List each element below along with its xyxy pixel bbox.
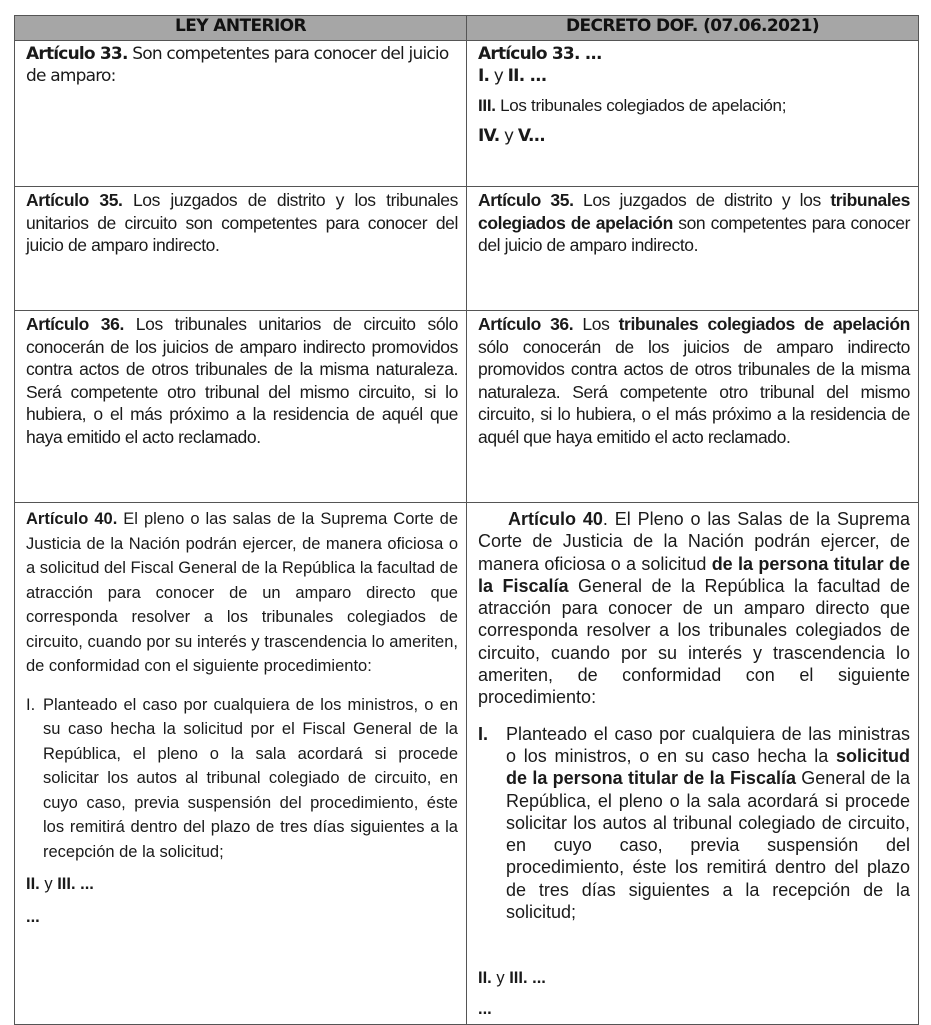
fraction-list [478, 65, 910, 87]
ellipsis [26, 905, 458, 930]
comparison-table [14, 15, 919, 1025]
article-title: Artículo 33. [26, 44, 128, 64]
amended-text: de la persona titular de la Fiscalía [478, 553, 910, 596]
article-text: Son competentes para conocer del juicio de amparo: [26, 44, 449, 86]
table-row-articulo-36 [15, 311, 919, 503]
fraction-num: I. [26, 695, 36, 714]
fraction-num: III. [478, 96, 496, 115]
fraction-text-part: General de la República, el pleno o la sala acordará si procede solicitar los autos al tribunal colegiado de circuito, en cuyo caso, previa suspensión del procedimiento, éste los remitirá dentro del plazo de tres días siguientes a la recepción de la solicitud; [506, 768, 910, 923]
fraction-num: I. [478, 723, 489, 744]
article-text: Los [573, 314, 619, 334]
article-text: sólo conocerán de los juicios de amparo indirecto promovidos contra actos de otros tribunales de la misma naturaleza. Será competente otro tribunal del mismo circuito, si lo hubiera, o el más próximo a la residencia de aquél que haya emitido el acto reclamado. [478, 336, 910, 447]
cell-ley-anterior-36 [15, 311, 467, 503]
table-row-articulo-35 [15, 187, 919, 311]
ellipsis-text: ... [478, 999, 492, 1018]
article-title: Artículo 33. ... [478, 44, 602, 64]
fraction-item [478, 723, 910, 924]
fraction-text-part: Planteado el caso por cualquiera de las ministras o los ministros, o en su caso hecha la [506, 723, 910, 766]
fraction-num: I. [478, 66, 490, 86]
header-row [15, 16, 919, 41]
fraction-text [506, 723, 910, 924]
conjunction: y [499, 126, 518, 146]
paragraph [478, 313, 910, 448]
conjunction: y [39, 875, 58, 893]
fraction-list [478, 967, 910, 989]
article-text: Los juzgados de distrito y los [573, 190, 831, 210]
fraction-num: II. ... [507, 66, 547, 86]
cell-ley-anterior-35 [15, 187, 467, 311]
article-title: Artículo 35. [26, 190, 123, 210]
conjunction: y [489, 66, 508, 86]
amended-text: tribunales colegiados de apelación [618, 314, 910, 334]
paragraph [26, 505, 458, 679]
header-ley-anterior: LEY ANTERIOR [15, 16, 467, 41]
cell-decreto-35 [467, 187, 919, 311]
header-decreto-dof: DECRETO DOF. (07.06.2021) [467, 16, 919, 41]
fraction-text: Los tribunales colegiados de apelación; [495, 96, 787, 115]
paragraph [26, 189, 458, 257]
article-text: Los tribunales unitarios de circuito sólo conocerán de los juicios de amparo indirecto promovidos contra actos de otros tribunales de la misma naturaleza. Será competente otro tribunal del mismo circuito, si lo hubiera, o el más próximo a la residencia de aquél que haya emitido el acto reclamado. [26, 314, 458, 447]
conjunction: y [491, 969, 510, 988]
cell-ley-anterior-33 [15, 41, 467, 187]
amended-text: tribunales colegiados de apelación [478, 190, 910, 233]
paragraph [478, 43, 910, 65]
article-text: General de la República la facultad de atracción para conocer de un amparo directo que corresponda resolver a los tribunales colegiados de circuito, cuando por su interés y trascendencia lo ameriten, de conformidad con el siguiente procedimiento: [478, 575, 910, 708]
cell-decreto-40 [467, 503, 919, 1025]
fraction-num: II. [478, 969, 492, 988]
cell-ley-anterior-40 [15, 503, 467, 1025]
article-text: Los juzgados de distrito y los tribunales unitarios de circuito son competentes para conocer del juicio de amparo indirecto. [26, 190, 458, 255]
paragraph [478, 505, 910, 709]
article-title: Artículo 40 [508, 509, 603, 529]
article-title: Artículo 36. [478, 314, 574, 334]
fraction-text: Planteado el caso por cualquiera de los ministros, o en su caso hecha la solicitud por el Fiscal General de la República, el pleno o la sala acordará si procede solicitar los autos al tribunal colegiado de circuito, en cuyo caso, previa suspensión del procedimiento, éste los remitirá dentro del plazo de tres días siguientes a la recepción de la solicitud; [43, 695, 458, 861]
ellipsis [478, 998, 910, 1020]
cell-decreto-33 [467, 41, 919, 187]
fraction-num: V... [517, 126, 545, 146]
table-row-articulo-40 [15, 503, 919, 1025]
article-title: Artículo 40. [26, 510, 118, 528]
article-text: El pleno o las salas de la Suprema Corte de Justicia de la Nación podrán ejercer, de manera oficiosa o a solicitud del Fiscal General de la República la facultad de atracción para conocer de un amparo directo que corresponda resolver a los tribunales colegiados de circuito, cuando por su interés y trascendencia lo ameriten, de conformidad con el siguiente procedimiento: [26, 510, 458, 675]
paragraph [478, 189, 910, 257]
article-text: . El Pleno o las Salas de la Suprema Corte de Justicia de la Nación podrán ejercer, de manera oficiosa o a solicitud [478, 509, 910, 574]
fraction-item [26, 693, 458, 865]
article-title: Artículo 36. [26, 314, 124, 334]
ellipsis-text: ... [26, 907, 40, 926]
amended-text: solicitud de la persona titular de la Fiscalía [506, 745, 910, 789]
fraction-num: IV. [478, 126, 500, 146]
paragraph [26, 313, 458, 448]
fraction-num: III. ... [57, 875, 94, 893]
fraction-list [26, 872, 458, 897]
article-title: Artículo 35. [478, 190, 574, 210]
table-row-articulo-33 [15, 41, 919, 187]
fraction-list [478, 125, 910, 147]
fraction-num: III. ... [509, 969, 546, 988]
fraction-item [478, 95, 910, 117]
article-text: son competentes para conocer del juicio de amparo indirecto. [478, 212, 910, 255]
paragraph [26, 43, 458, 87]
fraction-num: II. [26, 875, 40, 893]
cell-decreto-36 [467, 311, 919, 503]
